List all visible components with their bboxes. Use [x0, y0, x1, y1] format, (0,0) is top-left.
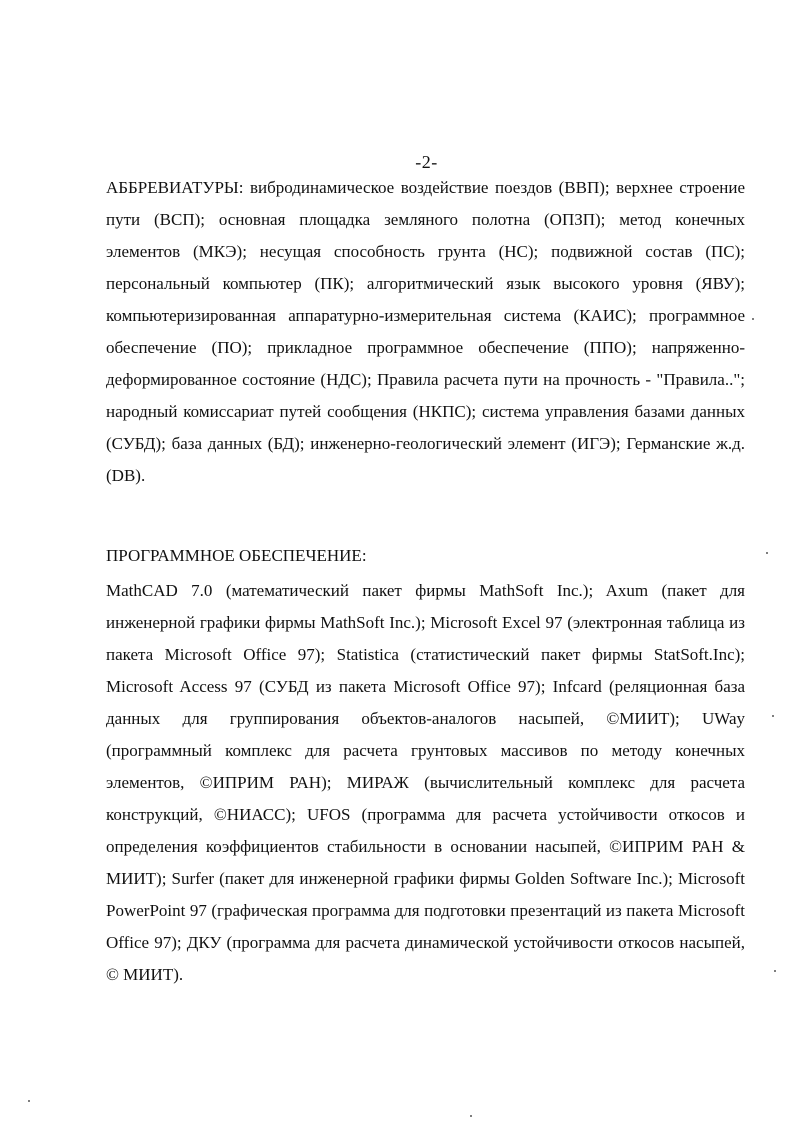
scan-speck: [772, 715, 774, 717]
software-heading: ПРОГРАММНОЕ ОБЕСПЕЧЕНИЕ:: [106, 546, 367, 565]
scan-speck: [774, 970, 776, 972]
scan-speck: [752, 318, 754, 320]
scan-speck: [470, 1115, 472, 1117]
software-paragraph: MathCAD 7.0 (математический пакет фирмы MathSoft Inc.); Axum (пакет для инженерной графики фирмы MathSoft Inc.); Microsoft Excel 97 (электронная таблица из пакета Microsoft Office 97); Statistica (статистический пакет фирмы StatSoft.Inc); Microsoft Access 97 (СУБД из пакета Microsoft Office 97); Infcard (реляционная база данных для группирования объектов-аналогов насыпей, ©МИИТ); UWay (программный комплекс для расчета грунтовых массивов по методу конечных элементов, ©ИПРИМ РАН); МИРАЖ (вычислительный комплекс для расчета конструкций, ©НИАСС); UFOS (программа для расчета устойчивости откосов и определения коэффициентов стабильности в основании насыпей, ©ИПРИМ РАН & МИИТ); Surfer (пакет для инженерной графики фирмы Golden Software Inc.); Microsoft PowerPoint 97 (графическая программа для подготовки презентаций из пакета Microsoft Office 97); ДКУ (программа для расчета динамической устойчивости откосов насыпей, © МИИТ).: [106, 581, 745, 984]
scan-speck: [28, 1100, 30, 1102]
scan-speck: [766, 552, 768, 554]
abbreviations-paragraph: АББРЕВИАТУРЫ: вибродинамическое воздействие поездов (ВВП); верхнее строение пути (ВСП); основная площадка земляного полотна (ОПЗП); метод конечных элементов (МКЭ); несущая способность грунта (НС); подвижной состав (ПС); персональный компьютер (ПК); алгоритмический язык высокого уровня (ЯВУ); компьютеризированная аппаратурно-измерительная система (КАИС); программное обеспечение (ПО); прикладное программное обеспечение (ППО); напряженно-деформированное состояние (НДС); Правила расчета пути на прочность - "Правила.."; народный комиссариат путей сообщения (НКПС); система управления базами данных (СУБД); база данных (БД); инженерно-геологический элемент (ИГЭ); Германские ж.д. (DB).: [106, 178, 745, 485]
page-number: -2-: [415, 152, 438, 172]
